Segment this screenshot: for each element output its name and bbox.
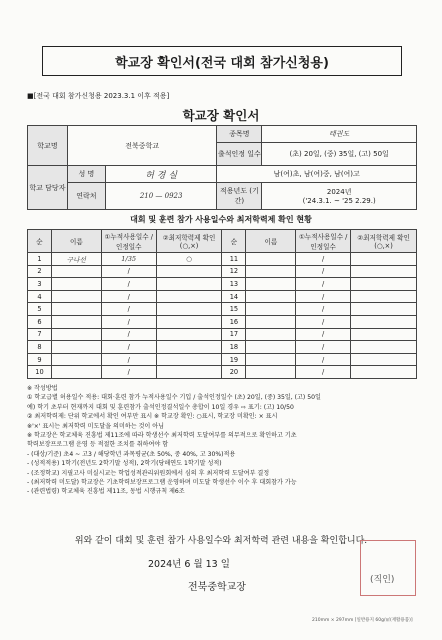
student-name [51,366,101,379]
row-number: 16 [222,315,246,328]
applicability-note: ■[전국 대회 참가신청용 2023.3.1 이후 적용] [27,92,170,100]
instruction-line: - (최저학력 미도달) 학교장은 기초학력보장프로그램 운영하며 미도달 학생선수 이수 후 대회참가 가능 [27,479,297,487]
days-used: / [101,353,156,366]
row-number: 9 [28,353,52,366]
table-row [28,265,417,278]
closing-statement: 위와 같이 대회 및 훈련 참가 사용일수와 최저학력 관련 내용을 확인합니다. [74,536,368,546]
student-name [246,253,296,266]
days-used: / [101,265,156,278]
student-name [246,265,296,278]
table-row [28,303,417,316]
instruction-line: - (대상/기준) 초4 ~ 고3 / 해당학년 과목평균(초 50%, 중 40%, 고 30%)적용 [27,450,236,458]
min-score-check [351,353,417,366]
col-days: ①누적사용일수 /인정일수 [101,230,156,253]
student-name [51,278,101,291]
instruction-line: - (관련법령) 학교체육 진흥법 제11조, 동법 시행규칙 제6조 [27,488,185,496]
row-number: 11 [222,253,246,266]
event-value: 태권도 [262,126,417,143]
min-score-check [156,366,222,379]
col-days: ①누적사용일수 /인정일수 [296,230,351,253]
name-label: 성 명 [67,166,105,183]
min-score-check [156,278,222,291]
student-name [51,290,101,303]
row-number: 14 [222,290,246,303]
days-value: (초) 20일, (중) 35일, (고) 50일 [262,143,417,166]
instruction-line: 학력보장프로그램 운영 등 적절한 조치를 취하여야 함 [27,441,169,449]
student-name [246,341,296,354]
days-used: / [296,315,351,328]
min-score-check [351,303,417,316]
contact-value: 210 — 0923 [105,183,217,210]
min-score-check [156,353,222,366]
row-number: 13 [222,278,246,291]
student-name [246,328,296,341]
table-row [28,328,417,341]
min-score-check [156,303,222,316]
days-used: / [101,290,156,303]
row-number: 2 [28,265,52,278]
period-year: 2024년 [326,188,352,196]
instruction-line: - (조정학교) 지필고사 미실시교는 학업성적관리위원회에서 심의 후 최저학력 도달여부 결정 [27,469,270,477]
row-number: 19 [222,353,246,366]
instruction-line: ① 학교급별 허용일수 적용: 대회·훈련 참가 누적사용일수 기입 / 출석인정일수 (초) 20일, (중) 35일, (고) 50일 [27,394,321,402]
student-name [246,278,296,291]
days-used: / [101,328,156,341]
instruction-line: ※ 학교장은 학교체육 진흥법 제11조에 따라 학생선수 최저학력 도달여부를 의무적으로 확인하고 기초 [27,432,297,440]
col-name: 이름 [51,230,101,253]
col-min: ②최저학력제 확인(○,×) [156,230,222,253]
days-used: / [296,353,351,366]
days-used: / [296,278,351,291]
issue-date: 2024년 6 월 13 일 [148,559,230,570]
student-name [246,315,296,328]
table-row [28,315,417,328]
school-label: 학교명 [28,126,68,166]
col-name: 이름 [246,230,296,253]
student-name [246,366,296,379]
school-value: 전북중학교 [67,126,217,166]
min-score-check [351,315,417,328]
section-title: 대회 및 훈련 참가 사용일수와 최저학력제 확인 현황 [130,215,312,224]
student-name [51,353,101,366]
principal-signature: 전북중학교장 [188,582,246,593]
days-used: 1/35 [101,253,156,266]
days-used: / [101,366,156,379]
student-name [246,353,296,366]
instruction-line: - (성적적용) 1학기(전년도 2학기말 성적), 2학기(당해연도 1학기말 성적) [27,460,222,468]
min-score-check [156,341,222,354]
table-row [28,278,417,291]
days-used: / [296,341,351,354]
min-score-check [351,290,417,303]
col-no: 순 [28,230,52,253]
row-number: 17 [222,328,246,341]
info-table [27,125,417,210]
table-row [28,366,417,379]
contact-label: 연락처 [67,183,105,210]
student-name [51,341,101,354]
student-name: 구나선 [51,253,101,266]
instruction-line: ② 최저학력제: 단위 학교에서 확인 여부만 표시 ※ 학교장 확인: ○표시, 학교장 미확인: × 표시 [27,413,278,421]
student-name [51,265,101,278]
days-used: / [101,341,156,354]
period-range: ('24.3.1. ~ '25 2.29.) [302,197,376,205]
min-score-check [156,265,222,278]
min-score-check [351,366,417,379]
min-score-check [351,253,417,266]
min-score-check [156,290,222,303]
gender-value: 남(여)초, 남(여)중, 남(여)고 [217,166,417,183]
days-used: / [296,290,351,303]
student-name [246,303,296,316]
days-used: / [296,253,351,266]
instructions [27,384,422,497]
days-used: / [296,366,351,379]
min-score-check [156,315,222,328]
row-number: 7 [28,328,52,341]
document-title: 학교장 확인서 [182,108,260,123]
row-number: 10 [28,366,52,379]
min-score-check: ○ [156,253,222,266]
student-name [51,303,101,316]
row-number: 8 [28,341,52,354]
person-label: 학교 담당자 [28,166,68,210]
student-name [246,290,296,303]
days-label: 출석인정 일수 [217,143,262,166]
days-used: / [101,315,156,328]
min-score-check [351,265,417,278]
seal-label: (직인) [370,575,395,585]
col-min: ②최저학력제 확인(○,×) [351,230,417,253]
records-table [27,229,417,379]
row-number: 18 [222,341,246,354]
name-value: 허 경 실 [105,166,217,183]
table-row [28,290,417,303]
days-used: / [296,265,351,278]
row-number: 15 [222,303,246,316]
period-label: 적용년도 (기간) [217,183,262,210]
table-row [28,341,417,354]
row-number: 5 [28,303,52,316]
row-number: 3 [28,278,52,291]
period-value [262,183,417,210]
row-number: 1 [28,253,52,266]
event-label: 종목명 [217,126,262,143]
col-no: 순 [222,230,246,253]
min-score-check [156,328,222,341]
instruction-line: 예) 학기 초부터 현재까지 대회 및 훈련참가 출석인정결석일수 총합이 10일 경우 ⇨ 표기: (고) 10/50 [27,403,294,411]
days-used: / [101,303,156,316]
instruction-line: ※ 작성방법 [27,385,58,392]
min-score-check [351,341,417,354]
table-row [28,253,417,266]
student-name [51,315,101,328]
document-header-title: 학교장 확인서(전국 대회 참가신청용) [42,46,402,76]
min-score-check [351,328,417,341]
paper-spec: 210mm × 297mm [일반용지 60g/㎡(재활용품)] [312,618,413,623]
instruction-line: ※'×' 표시는 최저학력 미도달을 의미하는 것이 아님 [27,422,165,430]
days-used: / [101,278,156,291]
table-row [28,353,417,366]
days-used: / [296,303,351,316]
row-number: 6 [28,315,52,328]
row-number: 12 [222,265,246,278]
min-score-check [351,278,417,291]
days-used: / [296,328,351,341]
official-seal [360,540,416,596]
student-name [51,328,101,341]
row-number: 4 [28,290,52,303]
row-number: 20 [222,366,246,379]
